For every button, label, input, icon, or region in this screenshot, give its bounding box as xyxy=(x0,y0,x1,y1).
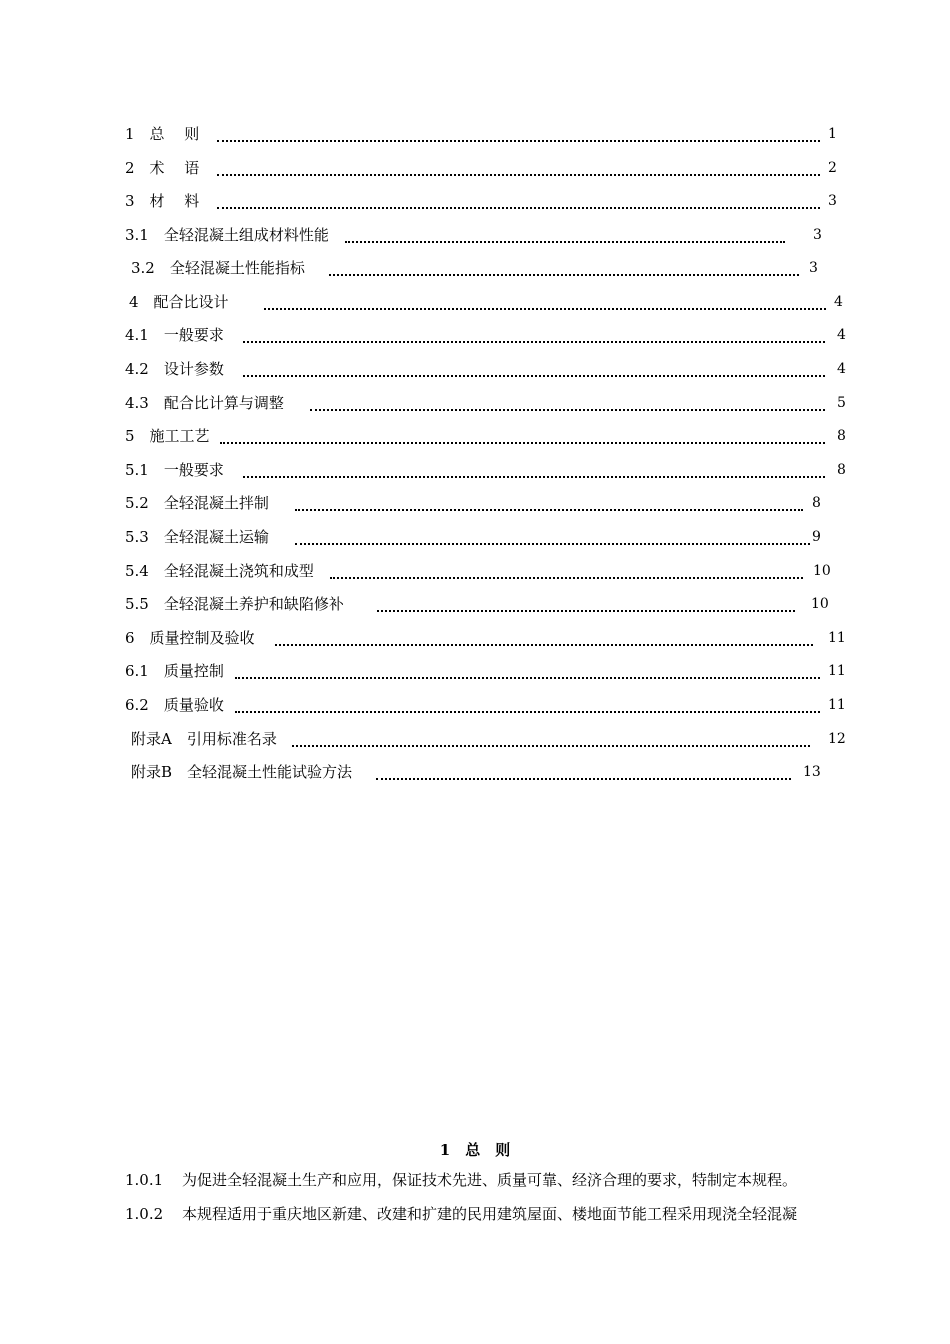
toc-leader xyxy=(295,531,810,545)
toc-entry-page: 11 xyxy=(828,663,846,679)
toc-entry[interactable] xyxy=(125,124,840,144)
toc-entry[interactable] xyxy=(125,594,835,614)
clause-text: 为促进全轻混凝土生产和应用，保证技术先进、质量可靠、经济合理的要求，特制定本规程。 xyxy=(182,1171,798,1189)
toc-entry[interactable] xyxy=(125,393,845,413)
toc-leader xyxy=(235,665,820,679)
toc-entry-page: 8 xyxy=(837,462,846,478)
toc-entry-label: 6.2 质量验收 xyxy=(125,696,224,714)
toc-leader xyxy=(329,262,799,276)
toc-entry-page: 4 xyxy=(837,361,846,377)
clause-paragraph xyxy=(125,1170,885,1190)
toc-entry-label: 附录A 引用标准名录 xyxy=(131,730,277,748)
toc-entry-page: 4 xyxy=(834,294,843,310)
toc-entry-page: 9 xyxy=(812,529,821,545)
toc-entry-label: 3.1 全轻混凝土组成材料性能 xyxy=(125,226,329,244)
toc-leader xyxy=(243,363,825,377)
toc-entry[interactable] xyxy=(125,661,845,681)
toc-entry[interactable] xyxy=(125,628,845,648)
toc-entry-page: 8 xyxy=(837,428,846,444)
toc-leader xyxy=(220,430,825,444)
toc-leader xyxy=(292,733,810,747)
toc-entry-label: 4.2 设计参数 xyxy=(125,360,224,378)
toc-entry-label: 4 配合比设计 xyxy=(129,293,229,311)
clause-text: 本规程适用于重庆地区新建、改建和扩建的民用建筑屋面、楼地面节能工程采用现浇全轻混凝 xyxy=(182,1205,798,1223)
toc-entry-label: 附录B 全轻混凝土性能试验方法 xyxy=(131,763,353,781)
clause-paragraph xyxy=(125,1204,885,1224)
toc-entry-label: 6.1 质量控制 xyxy=(125,662,224,680)
toc-entry[interactable] xyxy=(125,561,835,581)
toc-entry-label: 5.1 一般要求 xyxy=(125,461,224,479)
toc-entry-label: 5.5 全轻混凝土养护和缺陷修补 xyxy=(125,595,344,613)
toc-entry[interactable] xyxy=(131,762,831,782)
toc-leader xyxy=(217,162,820,176)
toc-leader xyxy=(243,329,825,343)
toc-entry[interactable] xyxy=(125,325,845,345)
toc-leader xyxy=(295,497,803,511)
toc-entry-page: 3 xyxy=(809,260,818,276)
toc-leader xyxy=(330,565,803,579)
toc-entry[interactable] xyxy=(125,191,840,211)
toc-entry-page: 4 xyxy=(837,327,846,343)
toc-entry[interactable] xyxy=(125,695,845,715)
toc-entry-label: 1 总 则 xyxy=(125,125,200,143)
toc-leader xyxy=(377,598,795,612)
toc-entry[interactable] xyxy=(131,258,821,278)
toc-entry[interactable] xyxy=(125,493,825,513)
toc-leader xyxy=(376,766,791,780)
toc-entry[interactable] xyxy=(125,527,825,547)
toc-entry[interactable] xyxy=(125,359,845,379)
toc-entry[interactable] xyxy=(125,460,845,480)
toc-entry-label: 5.2 全轻混凝土拌制 xyxy=(125,494,269,512)
toc-entry-label: 2 术 语 xyxy=(125,159,200,177)
toc-leader xyxy=(217,195,820,209)
toc-entry-label: 6 质量控制及验收 xyxy=(125,629,255,647)
toc-entry-page: 10 xyxy=(813,563,831,579)
toc-leader xyxy=(275,632,813,646)
toc-entry[interactable] xyxy=(125,426,845,446)
toc-entry-page: 1 xyxy=(828,126,837,142)
toc-leader xyxy=(310,397,825,411)
toc-entry-page: 12 xyxy=(828,731,846,747)
toc-entry-page: 3 xyxy=(828,193,837,209)
toc-entry-page: 8 xyxy=(812,495,821,511)
toc-leader xyxy=(243,464,825,478)
toc-entry-page: 10 xyxy=(811,596,829,612)
toc-entry-page: 2 xyxy=(828,160,837,176)
toc-entry-label: 5.4 全轻混凝土浇筑和成型 xyxy=(125,562,314,580)
toc-leader xyxy=(345,229,785,243)
clause-number: 1.0.1 xyxy=(125,1171,164,1189)
toc-leader xyxy=(264,296,826,310)
section-heading: 1 总 则 xyxy=(439,1141,511,1159)
toc-entry-label: 4.3 配合比计算与调整 xyxy=(125,394,284,412)
toc-entry-page: 5 xyxy=(837,395,846,411)
toc-entry-label: 3.2 全轻混凝土性能指标 xyxy=(131,259,305,277)
toc-entry[interactable] xyxy=(129,292,844,312)
toc-entry[interactable] xyxy=(131,729,851,749)
toc-entry-page: 13 xyxy=(803,764,821,780)
toc-leader xyxy=(217,128,820,142)
toc-entry-label: 5.3 全轻混凝土运输 xyxy=(125,528,269,546)
toc-entry-label: 5 施工工艺 xyxy=(125,427,210,445)
toc-entry-page: 11 xyxy=(828,630,846,646)
toc-entry[interactable] xyxy=(125,158,840,178)
clause-number: 1.0.2 xyxy=(125,1205,164,1223)
toc-entry-label: 3 材 料 xyxy=(125,192,200,210)
toc-entry-page: 11 xyxy=(828,697,846,713)
toc-entry[interactable] xyxy=(125,225,825,245)
toc-leader xyxy=(235,699,820,713)
toc-entry-label: 4.1 一般要求 xyxy=(125,326,224,344)
toc-entry-page: 3 xyxy=(813,227,822,243)
